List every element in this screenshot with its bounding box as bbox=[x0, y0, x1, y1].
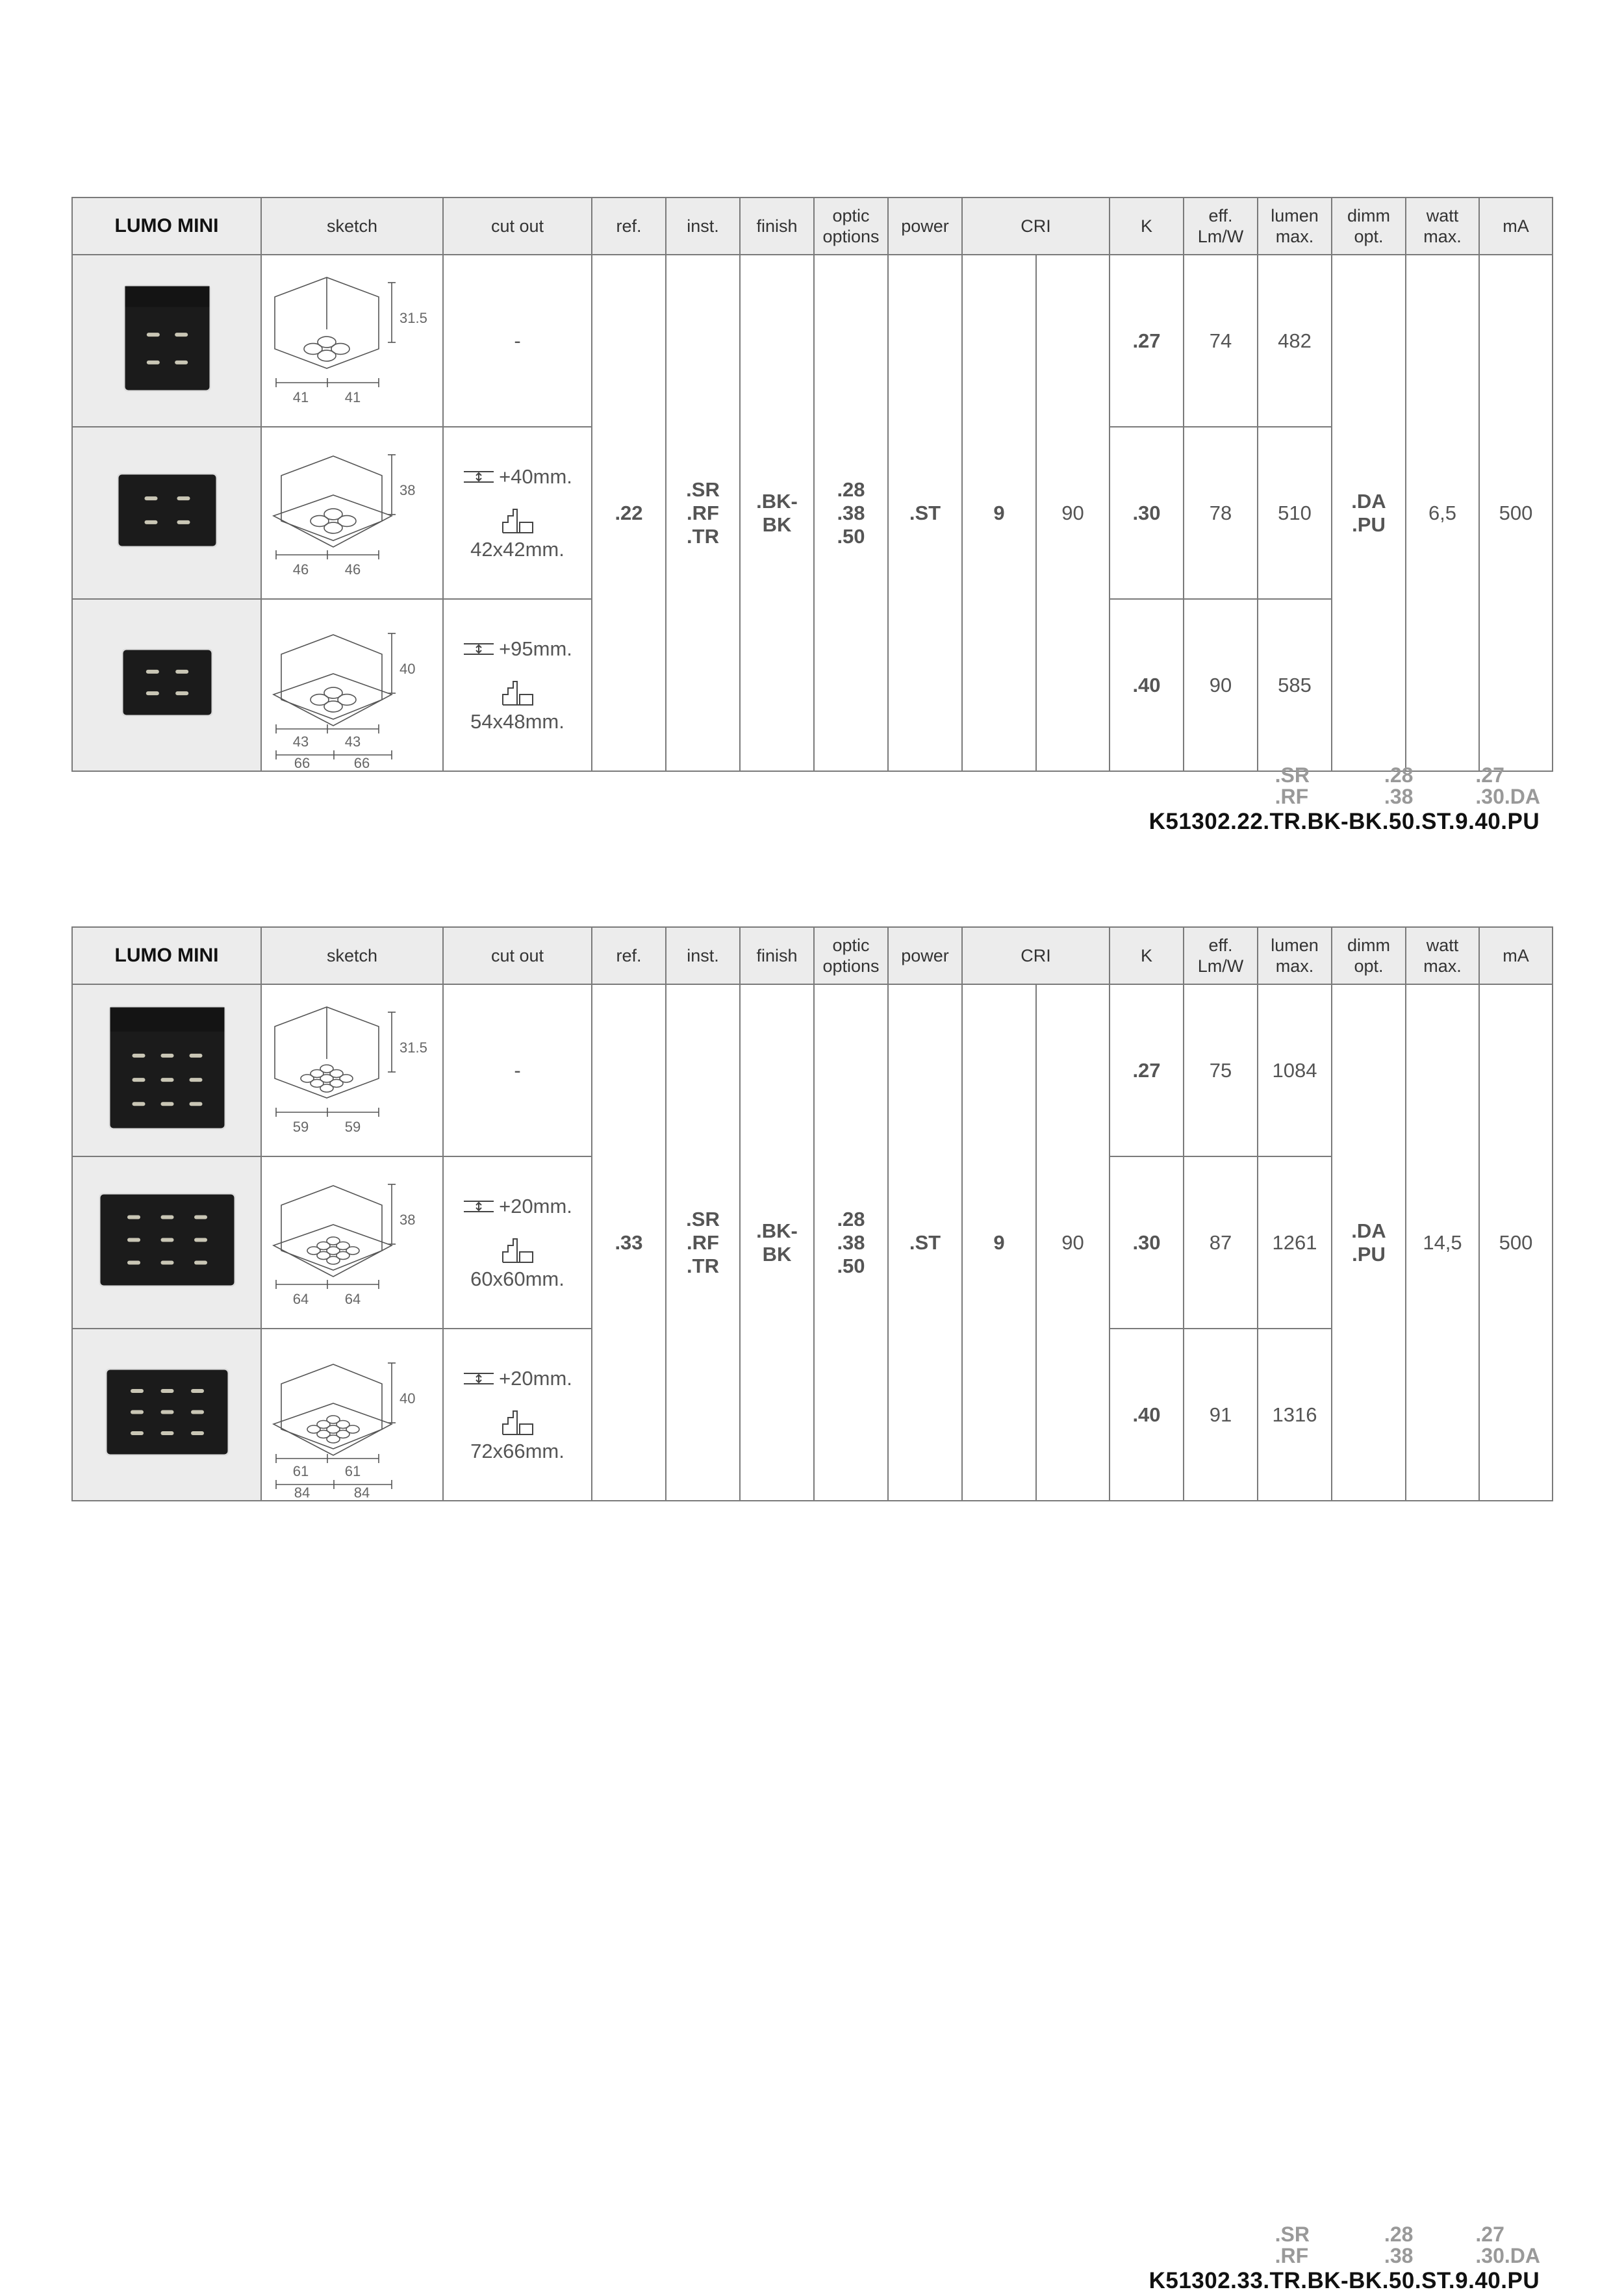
cut-out-cell bbox=[443, 255, 592, 427]
width-dimension: 46 bbox=[292, 561, 309, 578]
k-header: K bbox=[1110, 198, 1184, 255]
cut-out-size: 60x60mm. bbox=[470, 1267, 565, 1290]
luminaire-photo bbox=[73, 427, 262, 593]
dimm-cell: .DA .PU bbox=[1332, 984, 1406, 1501]
spec-table-section bbox=[71, 926, 1552, 2293]
inst-options: .SR .RF bbox=[1275, 2223, 1310, 2267]
lumen-cell: 585 bbox=[1258, 599, 1332, 771]
product-photo-cell bbox=[72, 427, 261, 599]
ma-cell: 500 bbox=[1479, 984, 1553, 1501]
luminaire-photo bbox=[73, 985, 262, 1151]
spec-table bbox=[71, 926, 1553, 1501]
optic-options: .28 .38 bbox=[1384, 2223, 1414, 2267]
cut-out-cell bbox=[443, 1329, 592, 1501]
height-dimension: 40 bbox=[400, 661, 416, 677]
eff-cell: 87 bbox=[1184, 1156, 1258, 1329]
spec-table-section bbox=[71, 197, 1552, 834]
cut-out-size: 54x48mm. bbox=[470, 709, 565, 733]
inst-cell: .SR .RF .TR bbox=[666, 255, 740, 771]
luminaire-sketch bbox=[262, 988, 444, 1153]
table-row bbox=[72, 255, 1553, 427]
luminaire-photo bbox=[73, 1329, 262, 1495]
header-row bbox=[72, 198, 1553, 255]
cutout-icon bbox=[500, 680, 535, 706]
outer-dimension: 66 bbox=[294, 755, 311, 768]
cutout-icon bbox=[500, 1410, 535, 1436]
watt-cell: 6,5 bbox=[1406, 255, 1479, 771]
width-dimension: 59 bbox=[344, 1119, 361, 1135]
inst-header: inst. bbox=[666, 927, 740, 984]
cri-code-cell: 9 bbox=[962, 984, 1036, 1501]
eff-cell: 75 bbox=[1184, 984, 1258, 1156]
eff-header: eff. Lm/W bbox=[1184, 198, 1258, 255]
sketch-cell bbox=[261, 1329, 443, 1501]
k-header: K bbox=[1110, 927, 1184, 984]
sketch-cell bbox=[261, 427, 443, 599]
cut-out-none: - bbox=[514, 1058, 521, 1082]
header-row bbox=[72, 927, 1553, 984]
table-row bbox=[72, 984, 1553, 1156]
product-photo-cell bbox=[72, 1156, 261, 1329]
cut-out-none: - bbox=[514, 329, 521, 352]
depth-icon bbox=[463, 1371, 495, 1386]
product-name-header: LUMO MINI bbox=[72, 198, 261, 255]
cutout-icon bbox=[500, 508, 535, 534]
sketch-header: sketch bbox=[261, 927, 443, 984]
outer-dimension: 84 bbox=[353, 1485, 370, 1497]
cri-value-cell: 90 bbox=[1036, 984, 1110, 1501]
code-options bbox=[1149, 765, 1540, 808]
spec-table bbox=[71, 197, 1553, 772]
width-dimension: 46 bbox=[344, 561, 361, 578]
product-photo-cell bbox=[72, 1329, 261, 1501]
sketch-cell bbox=[261, 984, 443, 1156]
inst-cell: .SR .RF .TR bbox=[666, 984, 740, 1501]
ref-cell: .33 bbox=[592, 984, 666, 1501]
code-options bbox=[1149, 2224, 1540, 2267]
optic-cell: .28 .38 .50 bbox=[814, 255, 888, 771]
eff-cell: 90 bbox=[1184, 599, 1258, 771]
width-dimension: 61 bbox=[344, 1463, 361, 1479]
outer-dimension: 84 bbox=[294, 1485, 311, 1497]
ma-header: mA bbox=[1479, 927, 1553, 984]
watt-cell: 14,5 bbox=[1406, 984, 1479, 1501]
height-dimension: 31.5 bbox=[400, 1039, 427, 1056]
luminaire-photo bbox=[73, 255, 262, 421]
optic-header: optic options bbox=[814, 198, 888, 255]
width-dimension: 41 bbox=[292, 389, 309, 405]
height-dimension: 40 bbox=[400, 1390, 416, 1407]
cri-code-cell: 9 bbox=[962, 255, 1036, 771]
height-dimension: 31.5 bbox=[400, 310, 427, 326]
lumen-cell: 510 bbox=[1258, 427, 1332, 599]
cri-header: CRI bbox=[962, 927, 1110, 984]
luminaire-sketch bbox=[262, 1332, 444, 1497]
cri-value-cell: 90 bbox=[1036, 255, 1110, 771]
dimm-header: dimm opt. bbox=[1332, 927, 1406, 984]
k-options: .27 .30.DA bbox=[1475, 763, 1540, 808]
full-order-code: K51302.22.TR.BK-BK.50.ST.9.40.PU bbox=[1148, 809, 1540, 834]
watt-header: watt max. bbox=[1406, 927, 1479, 984]
ma-header: mA bbox=[1479, 198, 1553, 255]
finish-header: finish bbox=[740, 198, 814, 255]
width-dimension: 59 bbox=[292, 1119, 309, 1135]
finish-cell: .BK- BK bbox=[740, 984, 814, 1501]
eff-cell: 78 bbox=[1184, 427, 1258, 599]
dimm-header: dimm opt. bbox=[1332, 198, 1406, 255]
width-dimension: 64 bbox=[344, 1291, 361, 1307]
lumen-header: lumen max. bbox=[1258, 198, 1332, 255]
inst-options: .SR .RF bbox=[1275, 763, 1310, 808]
power-header: power bbox=[888, 198, 962, 255]
k-cell: .27 bbox=[1110, 984, 1184, 1156]
eff-header: eff. Lm/W bbox=[1184, 927, 1258, 984]
luminaire-sketch bbox=[262, 258, 444, 424]
optic-header: optic options bbox=[814, 927, 888, 984]
cut-out-depth: +20mm. bbox=[499, 1194, 572, 1217]
luminaire-photo bbox=[73, 1157, 262, 1323]
height-dimension: 38 bbox=[400, 1212, 416, 1228]
cri-header: CRI bbox=[962, 198, 1110, 255]
k-cell: .40 bbox=[1110, 1329, 1184, 1501]
luminaire-photo bbox=[73, 600, 262, 765]
power-cell: .ST bbox=[888, 255, 962, 771]
width-dimension: 64 bbox=[292, 1291, 309, 1307]
power-cell: .ST bbox=[888, 984, 962, 1501]
k-cell: .30 bbox=[1110, 427, 1184, 599]
dimm-cell: .DA .PU bbox=[1332, 255, 1406, 771]
luminaire-sketch bbox=[262, 1160, 444, 1325]
cut-out-cell bbox=[443, 984, 592, 1156]
ref-header: ref. bbox=[592, 927, 666, 984]
cut-out-cell bbox=[443, 427, 592, 599]
luminaire-sketch bbox=[262, 602, 444, 768]
cut-out-size: 42x42mm. bbox=[470, 537, 565, 561]
finish-cell: .BK- BK bbox=[740, 255, 814, 771]
eff-cell: 91 bbox=[1184, 1329, 1258, 1501]
width-dimension: 41 bbox=[344, 389, 361, 405]
cut-out-cell bbox=[443, 599, 592, 771]
height-dimension: 38 bbox=[400, 482, 416, 498]
lumen-cell: 1084 bbox=[1258, 984, 1332, 1156]
ref-header: ref. bbox=[592, 198, 666, 255]
width-dimension: 61 bbox=[292, 1463, 309, 1479]
depth-icon bbox=[463, 1199, 495, 1214]
k-cell: .30 bbox=[1110, 1156, 1184, 1329]
cut-out-depth: +20mm. bbox=[499, 1366, 572, 1390]
lumen-header: lumen max. bbox=[1258, 927, 1332, 984]
sketch-cell bbox=[261, 255, 443, 427]
cut-out-header: cut out bbox=[443, 927, 592, 984]
lumen-cell: 482 bbox=[1258, 255, 1332, 427]
optic-cell: .28 .38 .50 bbox=[814, 984, 888, 1501]
cut-out-depth: +40mm. bbox=[499, 465, 572, 488]
cut-out-header: cut out bbox=[443, 198, 592, 255]
product-name-header: LUMO MINI bbox=[72, 927, 261, 984]
cutout-icon bbox=[500, 1238, 535, 1264]
product-photo-cell bbox=[72, 255, 261, 427]
eff-cell: 74 bbox=[1184, 255, 1258, 427]
depth-icon bbox=[463, 470, 495, 484]
ref-cell: .22 bbox=[592, 255, 666, 771]
sketch-cell bbox=[261, 599, 443, 771]
sketch-header: sketch bbox=[261, 198, 443, 255]
cut-out-cell bbox=[443, 1156, 592, 1329]
depth-icon bbox=[463, 642, 495, 656]
order-code bbox=[1149, 2224, 1540, 2294]
k-cell: .40 bbox=[1110, 599, 1184, 771]
sketch-cell bbox=[261, 1156, 443, 1329]
full-order-code: K51302.33.TR.BK-BK.50.ST.9.40.PU bbox=[1148, 2268, 1540, 2293]
width-dimension: 43 bbox=[344, 733, 361, 750]
lumen-cell: 1261 bbox=[1258, 1156, 1332, 1329]
width-dimension: 43 bbox=[292, 733, 309, 750]
outer-dimension: 66 bbox=[353, 755, 370, 768]
power-header: power bbox=[888, 927, 962, 984]
inst-header: inst. bbox=[666, 198, 740, 255]
product-photo-cell bbox=[72, 599, 261, 771]
order-code bbox=[1149, 765, 1540, 835]
lumen-cell: 1316 bbox=[1258, 1329, 1332, 1501]
finish-header: finish bbox=[740, 927, 814, 984]
k-cell: .27 bbox=[1110, 255, 1184, 427]
ma-cell: 500 bbox=[1479, 255, 1553, 771]
product-photo-cell bbox=[72, 984, 261, 1156]
watt-header: watt max. bbox=[1406, 198, 1479, 255]
optic-options: .28 .38 bbox=[1384, 763, 1414, 808]
k-options: .27 .30.DA bbox=[1475, 2223, 1540, 2267]
cut-out-depth: +95mm. bbox=[499, 637, 572, 660]
luminaire-sketch bbox=[262, 430, 444, 596]
cut-out-size: 72x66mm. bbox=[470, 1439, 565, 1462]
